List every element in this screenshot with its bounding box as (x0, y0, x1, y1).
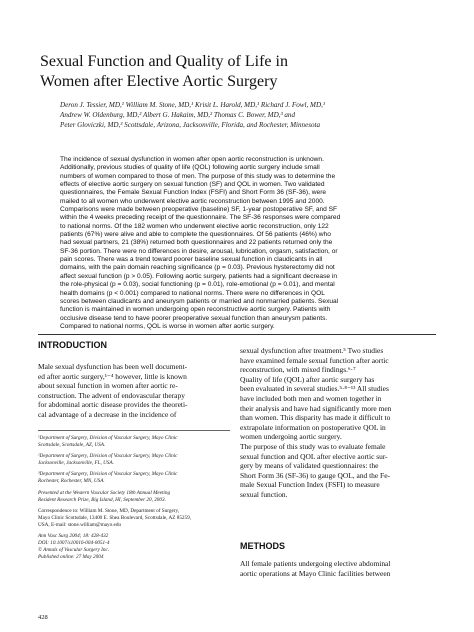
text-line: about sexual function in women after aortic re- (38, 381, 178, 391)
text-line: cal advantage of a decrease in the incidence of (38, 409, 177, 419)
abstract-line: patients (67%) were alive and able to complete the questionnaires. Of 56 patients (46%) who (60, 231, 331, 239)
abstract-line: the role-physical (p = 0.03), social functioning (p = 0.01), role-emotional (p = 0.01), and mental (60, 281, 335, 289)
author-line: Deron J. Tessier, MD,¹ William M. Stone, MD,¹ Krisit L. Harold, MD,¹ Richard J. Fowl, MD,¹ (60, 101, 325, 109)
abstract-line: to national norms. Of the 182 women who underwent elective aortic reconstruction, only 122 (60, 222, 329, 230)
text-line: reconstruction, with mixed findings.⁶·⁷ (240, 365, 356, 375)
text-line: aortic operations at Mayo Clinic facilities between (240, 568, 391, 578)
text-line: gery by means of validated questionnaires: the (240, 461, 379, 471)
abstract-line: The incidence of sexual dysfunction in women after open aortic reconstruction is unknown. (60, 156, 324, 163)
author-line: Peter Gloviczki, MD,³ Scottsdale, Arizona, Jacksonville, Florida, and Rochester, Minnesota (60, 121, 321, 129)
methods-heading: METHODS (240, 541, 285, 551)
citation-footnote: Ann Vasc Surg 2004; 18: 428-432 (38, 533, 109, 540)
abstract-line: Additionally, previous studies of quality of life (QOL) following aortic surgery include small (60, 164, 320, 172)
abstract-line: Compared to national norms, QOL is worse in women after aortic surgery. (60, 322, 275, 330)
methods-text (240, 559, 390, 578)
correspondence-footnote: Correspondence to: William M. Stone, MD, Department of Surgery, (38, 507, 180, 514)
text-line: have included both men and women together in (240, 393, 382, 403)
correspondence-footnote: Mayo Clinic Scottsdale, 13400 E. Shea Boulevard, Scottsdale, AZ 85259, (38, 514, 192, 521)
introduction-text (38, 362, 188, 420)
abstract-line: effects of elective aortic surgery on sexual function (SF) and QOL in women. Two validated (60, 181, 325, 189)
abstract (60, 156, 414, 331)
introduction-heading: INTRODUCTION (38, 340, 107, 350)
text-line: been evaluated in several studies.⁵·⁸⁻¹³ All studies (240, 384, 389, 394)
text-line: extrapolate information on postoperative QOL in (240, 422, 386, 432)
abstract-line: had sexual partners, 21 (38%) returned both questionnaires and 22 patients returned only the (60, 239, 333, 247)
abstract-line: function is maintained in women undergoing open reconstructive aortic surgery. Patients with (60, 306, 331, 314)
text-line: Male sexual dysfunction has been well document- (38, 362, 188, 371)
abstract-line: affect sexual function (p > 0.05). Following aortic surgery, patients had a significant decrease in (60, 272, 338, 280)
correspondence-footnote: USA, E-mail: stone.william@mayo.edu (38, 521, 122, 528)
affiliation-footnote: ³Department of Surgery, Division of Vascular Surgery, Mayo Clinic (38, 471, 178, 478)
affiliation-footnote: Rochester, Rochester, MN, USA. (38, 478, 105, 485)
abstract-line: domains, with the pain domain reaching significance (p = 0.03). Previous hysterectomy did not (60, 264, 335, 272)
affiliation-footnote: ²Department of Surgery, Division of Vascular Surgery, Mayo Clinic (38, 453, 178, 460)
article-title (40, 52, 440, 92)
footnotes (38, 435, 230, 561)
footnote-divider (38, 430, 230, 431)
text-line: construction. The advent of endovascular therapy (38, 390, 185, 400)
citation-footnote: Published online: 27 May 2004 (38, 554, 104, 561)
title-line: Women after Elective Aortic Surgery (40, 73, 278, 90)
text-line: ed after aortic surgery,¹⁻⁴ however, little is known (38, 371, 187, 381)
abstract-line: mailed to all women who underwent elective aortic reconstruction between 1995 and 2000. (60, 197, 325, 205)
title-line: Sexual Function and Quality of Life in (40, 53, 288, 70)
abstract-line: Comparisons were made between preoperative (baseline) SF, 1-year postoperative SF, and SF (60, 206, 338, 214)
presentation-footnote: Presented at the Western Vascular Society 18th Annual Meeting (38, 489, 171, 496)
abstract-line: health domains (p < 0.001) compared to national norms. There were no differences in QOL (60, 289, 325, 297)
text-line: their analysis and have had significantly more men (240, 403, 392, 413)
text-line: sexual function and QOL after elective aortic sur- (240, 451, 388, 461)
abstract-line: occlusive disease tend to have poorer preoperative sexual function than aneurysm patients. (60, 314, 328, 322)
text-line: have examined female sexual function after aortic (240, 355, 389, 365)
text-line: sexual dysfunction after treatment.⁵ Two studies (240, 346, 384, 355)
text-line: Short Form 36 (SF-36) to gauge QOL, and the Fe- (240, 470, 390, 480)
introduction-continued-text (240, 346, 391, 500)
citation-footnote: DOI: 10.1007/s10016-004-0051-4 (38, 540, 110, 547)
abstract-line: within the 4 weeks preceding receipt of the questionnaire. The SF-36 responses were compared (60, 214, 341, 222)
abstract-line: numbers of women compared to those of men. The purpose of this study was to determine the (60, 172, 336, 180)
presentation-footnote: Resident Research Prize, Big Island, HI, September 20, 2003. (38, 496, 166, 503)
abstract-line: pain scores. There was a trend toward poorer baseline sexual function in claudicants in all (60, 256, 323, 264)
author-line: Andrew W. Oldenburg, MD,² Albert G. Hakaim, MD,² Thomas C. Bower, MD,³ and (60, 111, 296, 119)
affiliation-footnote: Jacksonville, Jacksonville, FL, USA. (38, 460, 114, 467)
text-line: for abdominal aortic disease provides the theoreti- (38, 400, 188, 410)
text-line: women undergoing aortic surgery. (240, 432, 342, 442)
page-number: 428 (38, 614, 48, 621)
text-line: sexual function. (240, 489, 288, 499)
text-line: male Sexual Function Index (FSFI) to measure (240, 480, 380, 490)
abstract-line: scores between claudicants and aneurysm patients or married and nonmarried patients. Sexual (60, 297, 339, 305)
affiliation-footnote: Scottsdale, Scottsdale, AZ, USA. (38, 442, 106, 449)
text-line: The purpose of this study was to evaluate female (240, 441, 386, 451)
affiliation-footnote: ¹Department of Surgery, Division of Vascular Surgery, Mayo Clinic (38, 435, 178, 441)
text-line: than women. This disparity has made it difficult to (240, 413, 391, 423)
text-line: Quality of life (QOL) after aortic surgery has (240, 374, 375, 384)
abstract-line: SF-36 portion. There were no differences in desire, arousal, lubrication, orgasm, satisfaction, or (60, 247, 338, 255)
text-line: All female patients undergoing elective abdominal (240, 559, 391, 568)
section-divider (38, 334, 436, 335)
author-list (60, 100, 420, 130)
abstract-line: questionnaires, the Female Sexual Function Index (FSFI) and Short Form 36 (SF-36), were (60, 189, 327, 197)
citation-footnote: © Annals of Vascular Surgery Inc. (38, 547, 110, 554)
